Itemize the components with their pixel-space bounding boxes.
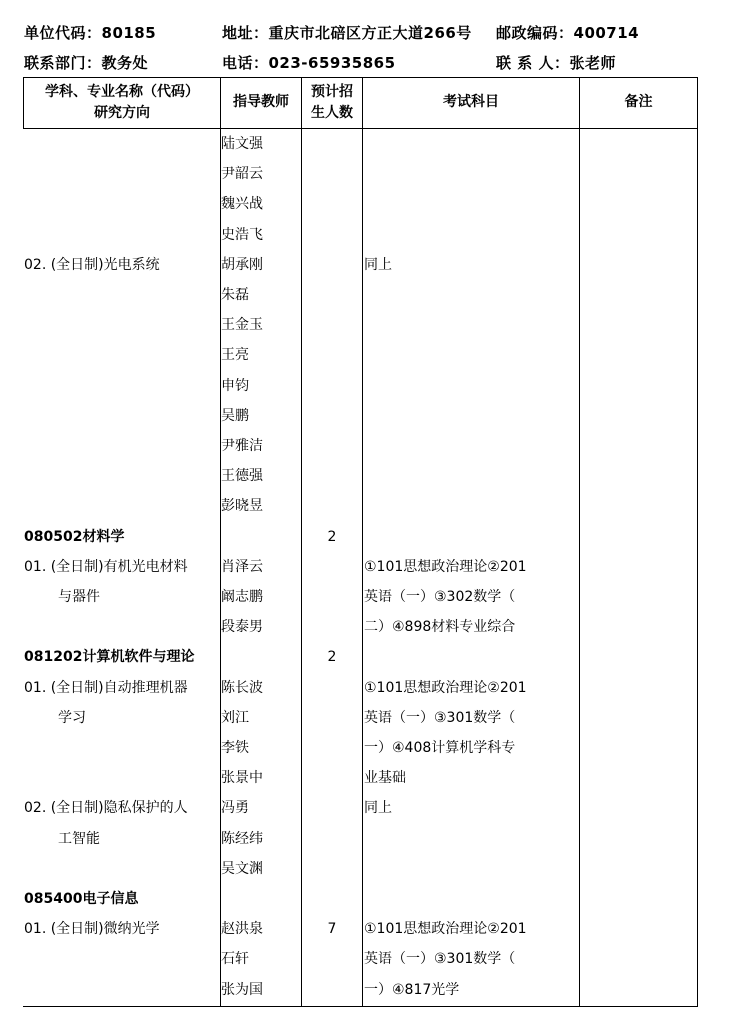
research-direction-cell: 01. (全日制)有机光电材料 bbox=[24, 559, 188, 575]
exam-subjects-cell: 业基础 bbox=[364, 770, 406, 786]
advisor-cell: 李铁 bbox=[221, 740, 249, 756]
header-bottom-border bbox=[23, 128, 697, 129]
column-header-remarks bbox=[580, 92, 697, 113]
advisor-cell: 石轩 bbox=[221, 951, 249, 967]
exam-subjects-cell: 二）④898材料专业综合 bbox=[364, 619, 516, 635]
column-header-quota-line2: 生人数 bbox=[311, 105, 353, 121]
advisor-cell: 肖泽云 bbox=[221, 559, 263, 575]
advisor-cell: 魏兴战 bbox=[221, 196, 263, 212]
advisor-cell: 申钧 bbox=[221, 378, 249, 394]
column-header-exam-label: 考试科目 bbox=[443, 94, 499, 110]
advisor-cell: 史浩飞 bbox=[221, 227, 263, 243]
column-header-exam bbox=[363, 92, 579, 113]
advisor-cell: 赵洪泉 bbox=[221, 921, 263, 937]
advisor-cell: 张景中 bbox=[221, 770, 263, 786]
advisor-cell: 陈长波 bbox=[221, 680, 263, 696]
contact-department: 联系部门：教务处 bbox=[24, 54, 149, 72]
advisor-cell: 尹韶云 bbox=[221, 166, 263, 182]
advisor-cell: 朱磊 bbox=[221, 287, 249, 303]
exam-subjects-cell: 同上 bbox=[364, 257, 392, 273]
research-direction-cell: 02. (全日制)光电系统 bbox=[24, 257, 160, 273]
border-col3 bbox=[362, 77, 363, 1007]
table-bottom-border bbox=[23, 1006, 697, 1007]
column-header-advisor-label: 指导教师 bbox=[233, 94, 289, 110]
exam-subjects-cell: 一）④408计算机学科专 bbox=[364, 740, 516, 756]
column-header-subject-line2: 研究方向 bbox=[94, 105, 150, 121]
advisor-cell: 段泰男 bbox=[221, 619, 263, 635]
address: 地址：重庆市北碚区方正大道266号 bbox=[222, 24, 472, 42]
research-direction-cell: 02. (全日制)隐私保护的人 bbox=[24, 800, 188, 816]
column-header-quota-line1: 预计招 bbox=[311, 84, 353, 100]
contact-person: 联 系 人：张老师 bbox=[496, 54, 616, 72]
table-top-border bbox=[23, 77, 697, 78]
quota-cell: 2 bbox=[327, 649, 337, 665]
advisor-cell: 陆文强 bbox=[221, 136, 263, 152]
advisor-cell: 张为国 bbox=[221, 982, 263, 998]
border-right bbox=[697, 77, 698, 1007]
advisor-cell: 吴鹏 bbox=[221, 408, 249, 424]
quota-cell: 7 bbox=[327, 921, 337, 937]
exam-subjects-cell: 一）④817光学 bbox=[364, 982, 460, 998]
column-header-subject-line1: 学科、专业名称（代码） bbox=[45, 84, 199, 100]
research-direction-cell: 工智能 bbox=[58, 831, 100, 847]
research-direction-cell: 080502材料学 bbox=[24, 529, 125, 545]
research-direction-cell: 学习 bbox=[58, 710, 86, 726]
quota-cell: 2 bbox=[327, 529, 337, 545]
research-direction-cell: 与器件 bbox=[58, 589, 100, 605]
exam-subjects-cell: ①101思想政治理论②201 bbox=[364, 921, 527, 937]
advisor-cell: 王金玉 bbox=[221, 317, 263, 333]
advisor-cell: 尹雅洁 bbox=[221, 438, 263, 454]
advisor-cell: 冯勇 bbox=[221, 800, 249, 816]
column-header-quota bbox=[302, 82, 362, 124]
research-direction-cell: 01. (全日制)微纳光学 bbox=[24, 921, 160, 937]
research-direction-cell: 085400电子信息 bbox=[24, 891, 139, 907]
advisor-cell: 王亮 bbox=[221, 347, 249, 363]
advisor-cell: 刘江 bbox=[221, 710, 249, 726]
exam-subjects-cell: 英语（一）③301数学（ bbox=[364, 710, 516, 726]
advisor-cell: 阚志鹏 bbox=[221, 589, 263, 605]
column-header-remarks-label: 备注 bbox=[624, 94, 653, 110]
postal-code: 邮政编码：400714 bbox=[496, 24, 640, 42]
exam-subjects-cell: 英语（一）③302数学（ bbox=[364, 589, 516, 605]
exam-subjects-cell: ①101思想政治理论②201 bbox=[364, 680, 527, 696]
research-direction-cell: 081202计算机软件与理论 bbox=[24, 649, 195, 665]
advisor-cell: 王德强 bbox=[221, 468, 263, 484]
column-header-advisor bbox=[221, 92, 301, 113]
advisor-cell: 彭晓昱 bbox=[221, 498, 263, 514]
unit-code: 单位代码：80185 bbox=[24, 24, 157, 42]
border-col4 bbox=[579, 77, 580, 1007]
exam-subjects-cell: 英语（一）③301数学（ bbox=[364, 951, 516, 967]
phone: 电话：023-65935865 bbox=[222, 54, 396, 72]
advisor-cell: 陈经纬 bbox=[221, 831, 263, 847]
exam-subjects-cell: 同上 bbox=[364, 800, 392, 816]
research-direction-cell: 01. (全日制)自动推理机器 bbox=[24, 680, 188, 696]
exam-subjects-cell: ①101思想政治理论②201 bbox=[364, 559, 527, 575]
advisor-cell: 吴文渊 bbox=[221, 861, 263, 877]
advisor-cell: 胡承刚 bbox=[221, 257, 263, 273]
column-header-subject bbox=[24, 82, 220, 124]
